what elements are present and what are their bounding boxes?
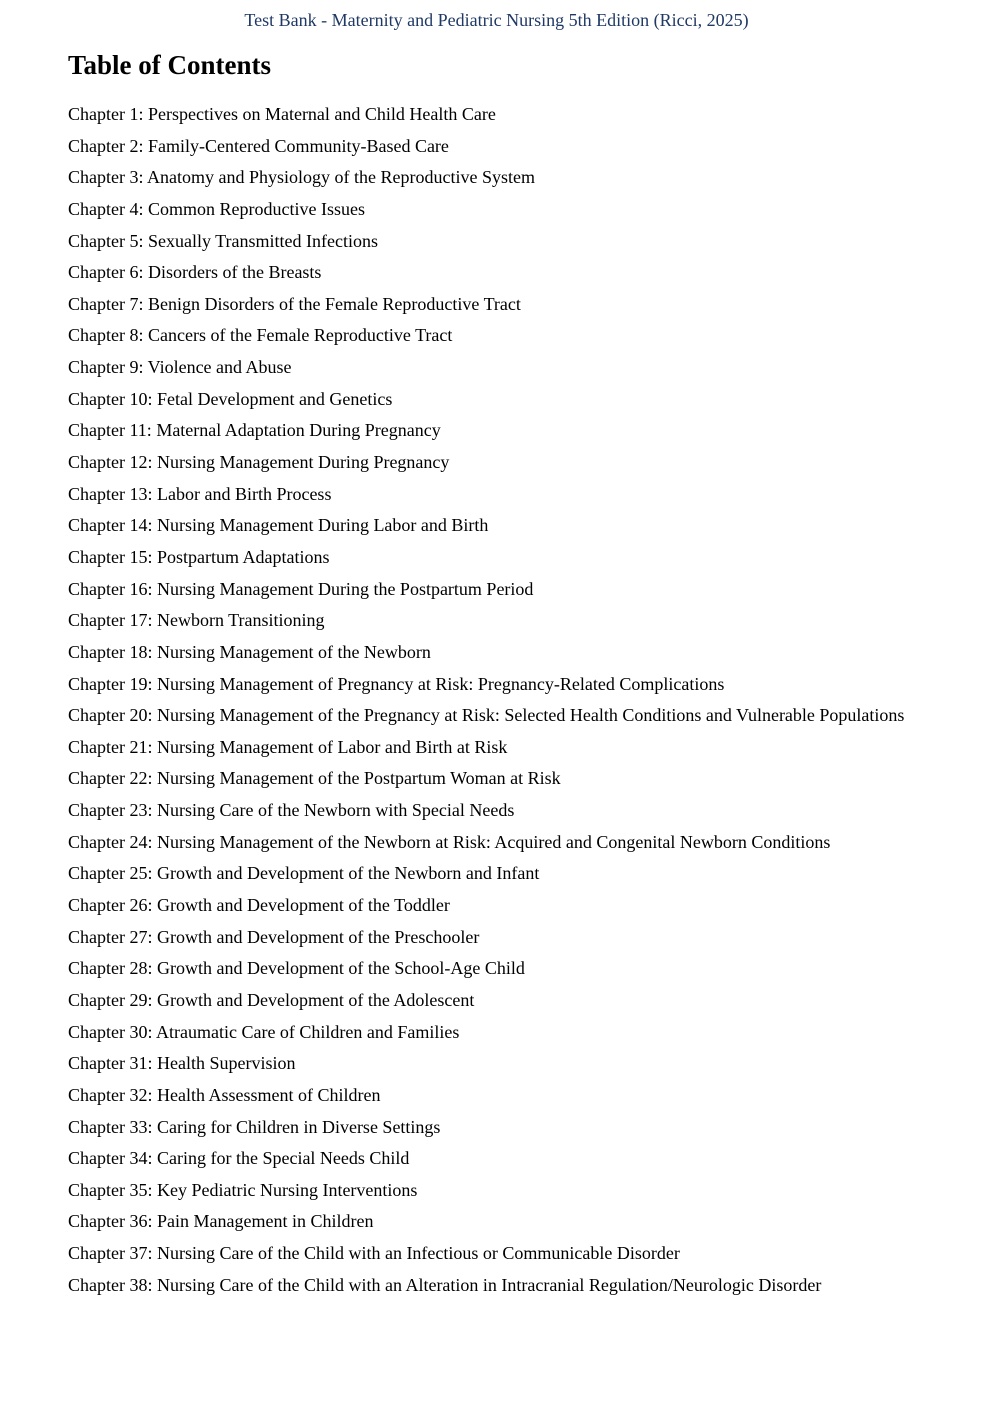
toc-entry-chapter-32: Chapter 32: Health Assessment of Children (68, 1084, 381, 1105)
toc-entry-chapter-31: Chapter 31: Health Supervision (68, 1053, 296, 1074)
toc-entry-chapter-11: Chapter 11: Maternal Adaptation During Pregnancy (68, 420, 441, 441)
toc-entry-chapter-12: Chapter 12: Nursing Management During Pregnancy (68, 452, 450, 473)
toc-entry-chapter-1: Chapter 1: Perspectives on Maternal and Child Health Care (68, 104, 496, 124)
toc-entry-chapter-34: Chapter 34: Caring for the Special Needs Child (68, 1148, 410, 1169)
toc-entry-chapter-23: Chapter 23: Nursing Care of the Newborn with Special Needs (68, 800, 515, 821)
toc-entry-chapter-16: Chapter 16: Nursing Management During the Postpartum Period (68, 578, 534, 599)
toc-entry-chapter-17: Chapter 17: Newborn Transitioning (68, 610, 325, 631)
toc-list (68, 102, 968, 1304)
toc-entry-chapter-5: Chapter 5: Sexually Transmitted Infections (68, 230, 378, 251)
toc-entry-chapter-10: Chapter 10: Fetal Development and Genetics (68, 388, 393, 409)
toc-entry-chapter-22: Chapter 22: Nursing Management of the Postpartum Woman at Risk (68, 768, 561, 789)
running-header: Test Bank - Maternity and Pediatric Nursing 5th Edition (Ricci, 2025) (244, 10, 749, 30)
toc-entry-chapter-19: Chapter 19: Nursing Management of Pregnancy at Risk: Pregnancy-Related Complications (68, 673, 725, 694)
toc-entry-chapter-2: Chapter 2: Family-Centered Community-Based Care (68, 135, 449, 156)
toc-entry-chapter-8: Chapter 8: Cancers of the Female Reproductive Tract (68, 325, 453, 346)
toc-entry-chapter-26: Chapter 26: Growth and Development of the Toddler (68, 895, 450, 916)
toc-entry-chapter-37: Chapter 37: Nursing Care of the Child with an Infectious or Communicable Disorder (68, 1243, 680, 1264)
toc-heading: Table of Contents (68, 50, 272, 80)
toc-entry-chapter-25: Chapter 25: Growth and Development of the Newborn and Infant (68, 863, 540, 884)
toc-entry-chapter-20: Chapter 20: Nursing Management of the Pregnancy at Risk: Selected Health Conditions and Vulnerable Populations (68, 705, 905, 726)
toc-entry-chapter-4: Chapter 4: Common Reproductive Issues (68, 198, 365, 219)
toc-entry-chapter-6: Chapter 6: Disorders of the Breasts (68, 262, 322, 283)
toc-entry-chapter-3: Chapter 3: Anatomy and Physiology of the Reproductive System (68, 167, 535, 188)
toc-entry-chapter-38: Chapter 38: Nursing Care of the Child with an Alteration in Intracranial Regulation/Neurologic Disorder (68, 1274, 822, 1295)
toc-entry-chapter-35: Chapter 35: Key Pediatric Nursing Interventions (68, 1179, 418, 1200)
toc-entry-chapter-29: Chapter 29: Growth and Development of the Adolescent (68, 989, 475, 1010)
toc-entry-chapter-28: Chapter 28: Growth and Development of the School-Age Child (68, 958, 525, 979)
toc-entry-chapter-36: Chapter 36: Pain Management in Children (68, 1211, 374, 1232)
toc-entry-chapter-21: Chapter 21: Nursing Management of Labor and Birth at Risk (68, 736, 508, 757)
toc-entry-chapter-18: Chapter 18: Nursing Management of the Newborn (68, 641, 431, 662)
toc-entry-chapter-14: Chapter 14: Nursing Management During Labor and Birth (68, 515, 489, 536)
toc-entry-chapter-33: Chapter 33: Caring for Children in Diverse Settings (68, 1116, 441, 1137)
toc-entry-chapter-7: Chapter 7: Benign Disorders of the Female Reproductive Tract (68, 293, 521, 314)
toc-entry-chapter-9: Chapter 9: Violence and Abuse (68, 357, 292, 378)
toc-entry-chapter-15: Chapter 15: Postpartum Adaptations (68, 546, 330, 567)
toc-entry-chapter-24: Chapter 24: Nursing Management of the Newborn at Risk: Acquired and Congenital Newborn Conditions (68, 831, 831, 852)
toc-entry-chapter-27: Chapter 27: Growth and Development of the Preschooler (68, 926, 480, 947)
toc-entry-chapter-13: Chapter 13: Labor and Birth Process (68, 483, 332, 504)
toc-entry-chapter-30: Chapter 30: Atraumatic Care of Children and Families (68, 1021, 460, 1042)
